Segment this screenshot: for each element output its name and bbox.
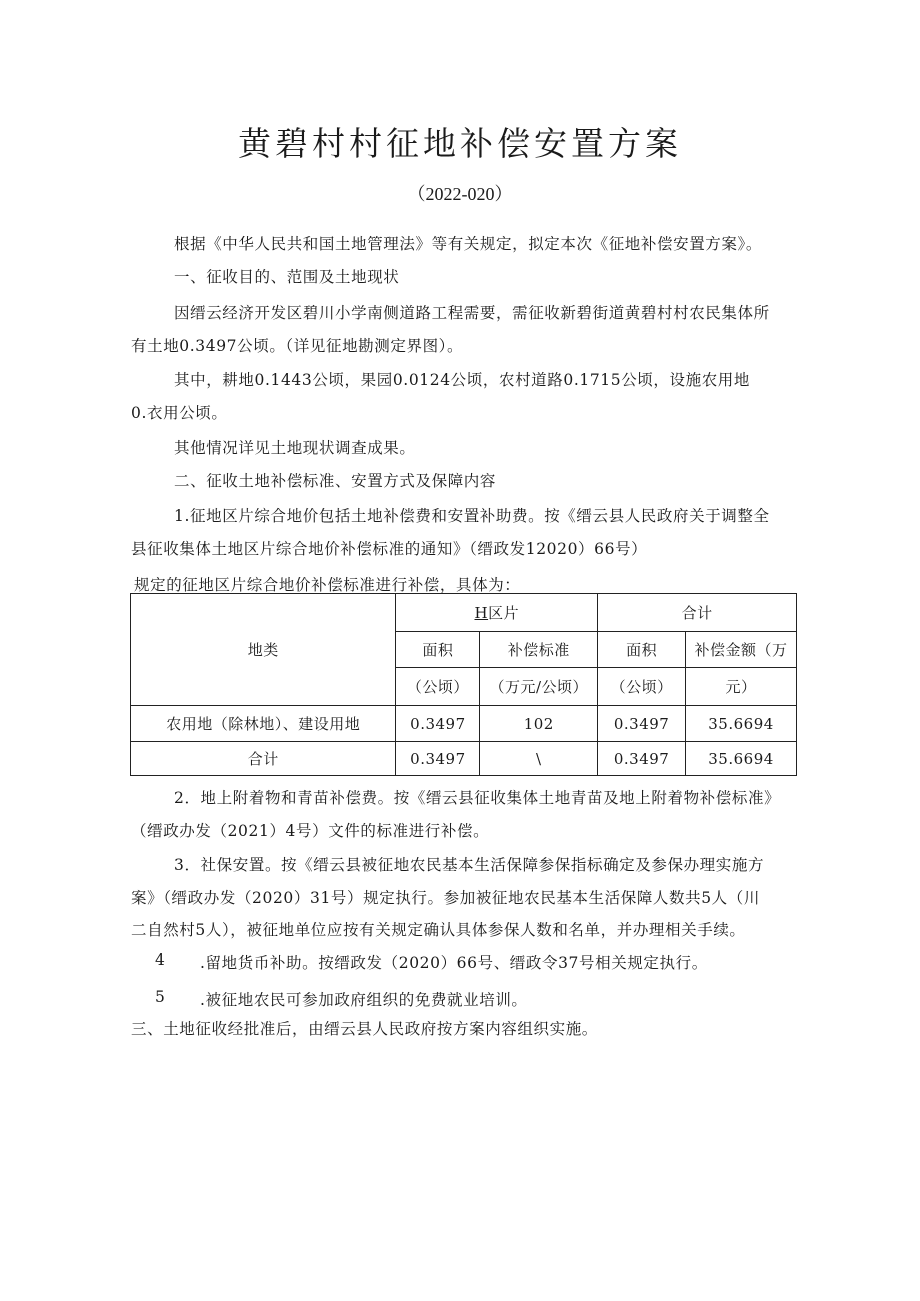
- item2-line1: 2．地上附着物和青苗补偿费。按《缙云县征收集体土地青苗及地上附着物补偿标准》: [174, 789, 781, 807]
- cell-total-area: 0.3497: [598, 742, 686, 776]
- header-area-unit: （公顷）: [396, 668, 480, 706]
- item1-line2: 县征收集体土地区片综合地价补偿标准的通知》（缙政发12020）66号）: [131, 540, 648, 558]
- section1-paragraph1-line1: 因缙云经济开发区碧川小学南侧道路工程需要，需征收新碧街道黄碧村村农民集体所: [174, 304, 770, 322]
- cell-land-type: 合计: [131, 742, 396, 776]
- section1-paragraph3: 其他情况详见土地现状调查成果。: [174, 439, 416, 457]
- cell-area: 0.3497: [396, 706, 480, 742]
- header-standard-unit: （万元/公顷）: [480, 668, 598, 706]
- item2-line2: （缙政办发（2021）4号）文件的标准进行补偿。: [131, 822, 490, 840]
- item5-number: 5: [155, 988, 166, 1006]
- cell-standard: 102: [480, 706, 598, 742]
- item3-line2: 案》（缙政办发（2020）31号）规定执行。参加被征地农民基本生活保障人数共5人（川: [131, 889, 760, 907]
- header-total-area-unit: （公顷）: [598, 668, 686, 706]
- header-zone-suffix: 区片: [488, 604, 520, 622]
- item4-text: .留地货币补助。按缙政发（2020）66号、缙政令37号相关规定执行。: [200, 954, 708, 972]
- document-title: 黄碧村村征地补偿安置方案: [238, 124, 682, 163]
- item3-line3: 二自然村5人），被征地单位应按有关规定确认具体参保人数和名单，并办理相关手续。: [131, 921, 746, 939]
- table-row: [131, 742, 797, 776]
- section3-paragraph: 三、土地征收经批准后，由缙云县人民政府按方案内容组织实施。: [131, 1020, 598, 1038]
- cell-amount: 35.6694: [686, 742, 797, 776]
- item4-number: 4: [155, 951, 166, 969]
- section1-paragraph2-line1: 其中，耕地0.1443公顷，果园0.0124公顷，农村道路0.1715公顷，设施农用地: [174, 371, 751, 389]
- header-amount: 补偿金额（万: [686, 632, 797, 668]
- cell-standard: \: [480, 742, 598, 776]
- section2-heading: 二、征收土地补偿标准、安置方式及保障内容: [174, 472, 497, 490]
- table-row: [131, 706, 797, 742]
- item5-text: .被征地农民可参加政府组织的免费就业培训。: [200, 991, 528, 1009]
- header-standard: 补偿标准: [480, 632, 598, 668]
- header-area: 面积: [396, 632, 480, 668]
- section1-paragraph2-line2: 0.衣用公顷。: [131, 404, 228, 422]
- intro-paragraph: 根据《中华人民共和国土地管理法》等有关规定，拟定本次《征地补偿安置方案》。: [174, 235, 762, 253]
- cell-amount: 35.6694: [686, 706, 797, 742]
- cell-area: 0.3497: [396, 742, 480, 776]
- item3-line1: 3．社保安置。按《缙云县被征地农民基本生活保障参保指标确定及参保办理实施方: [174, 856, 765, 874]
- header-total-group: 合计: [598, 594, 797, 632]
- item1-line1: 1.征地区片综合地价包括土地补偿费和安置补助费。按《缙云县人民政府关于调整全: [174, 507, 770, 525]
- header-amount-unit: 元）: [686, 668, 797, 706]
- header-zone-prefix: H: [474, 604, 489, 622]
- header-total-area: 面积: [598, 632, 686, 668]
- cell-total-area: 0.3497: [598, 706, 686, 742]
- document-number: （2022-020）: [407, 184, 513, 204]
- compensation-table: [130, 593, 797, 776]
- item1-line3: 规定的征地区片综合地价补偿标准进行补偿，具体为：: [134, 576, 521, 594]
- section1-heading: 一、征收目的、范围及土地现状: [174, 268, 400, 286]
- header-zone: [396, 594, 598, 632]
- section1-paragraph1-line2: 有土地0.3497公顷。（详见征地勘测定界图）。: [131, 337, 464, 355]
- header-land-type: 地类: [131, 594, 396, 706]
- cell-land-type: 农用地（除林地）、建设用地: [131, 706, 396, 742]
